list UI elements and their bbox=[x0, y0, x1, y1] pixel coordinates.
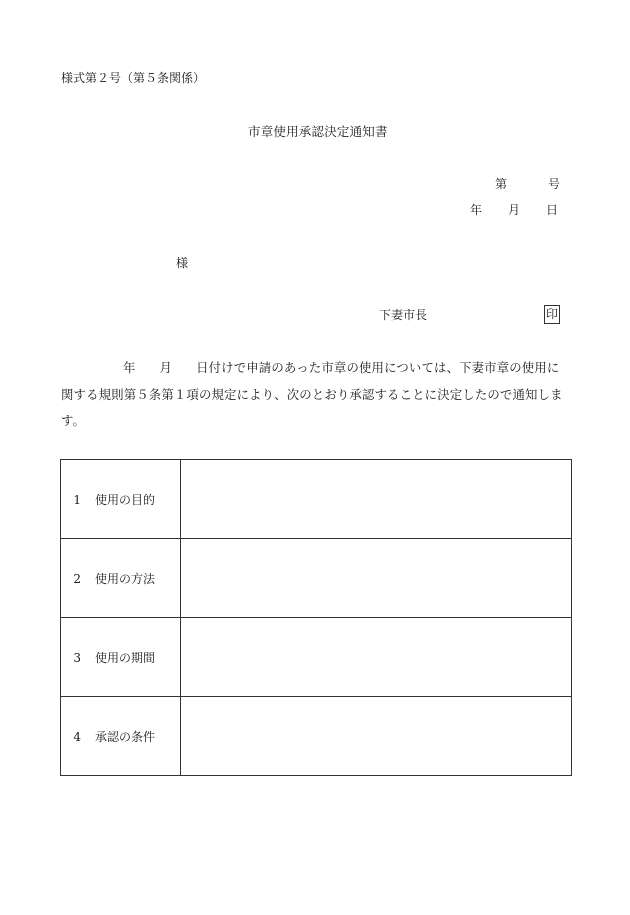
seal-mark: 印 bbox=[544, 305, 560, 324]
body-line-1-text: 日付けで申請のあった市章の使用については、下妻市章の使用に bbox=[196, 360, 560, 375]
item-label-cell bbox=[61, 539, 181, 618]
item-value-cell bbox=[181, 618, 572, 697]
body-line-1 bbox=[61, 355, 579, 382]
table-row bbox=[61, 539, 572, 618]
table-row bbox=[61, 618, 572, 697]
item-label: 使用の期間 bbox=[95, 650, 156, 665]
date-day-label: 日 bbox=[546, 203, 559, 217]
body-line-3: す。 bbox=[61, 413, 86, 428]
form-number: 様式第２号（第５条関係） bbox=[61, 71, 206, 85]
item-label-cell bbox=[61, 697, 181, 776]
item-number: 3 bbox=[73, 650, 81, 665]
item-value-cell bbox=[181, 539, 572, 618]
addressee-honorific: 様 bbox=[176, 256, 189, 270]
item-label: 使用の方法 bbox=[95, 571, 156, 586]
body-year-label: 年 bbox=[123, 360, 136, 375]
issuer-name: 下妻市長 bbox=[379, 308, 428, 322]
table-row bbox=[61, 460, 572, 539]
table-row bbox=[61, 697, 572, 776]
item-label: 使用の目的 bbox=[95, 492, 156, 507]
document-title: 市章使用承認決定通知書 bbox=[248, 124, 388, 139]
notice-body bbox=[61, 355, 579, 435]
item-value-cell bbox=[181, 460, 572, 539]
item-value-cell bbox=[181, 697, 572, 776]
body-line-2: 関する規則第５条第１項の規定により、次のとおり承認することに決定したので通知しま bbox=[61, 386, 563, 402]
date-year-label: 年 bbox=[470, 203, 483, 217]
document-number-suffix: 号 bbox=[548, 177, 561, 191]
approval-items-table bbox=[60, 459, 572, 776]
body-month-label: 月 bbox=[159, 360, 173, 375]
item-number: 4 bbox=[73, 729, 81, 744]
document-number-prefix: 第 bbox=[495, 177, 508, 191]
item-label-cell bbox=[61, 618, 181, 697]
item-label: 承認の条件 bbox=[95, 729, 156, 744]
item-label-cell bbox=[61, 460, 181, 539]
date-month-label: 月 bbox=[508, 203, 521, 217]
item-number: 2 bbox=[73, 571, 81, 586]
item-number: 1 bbox=[73, 492, 81, 507]
